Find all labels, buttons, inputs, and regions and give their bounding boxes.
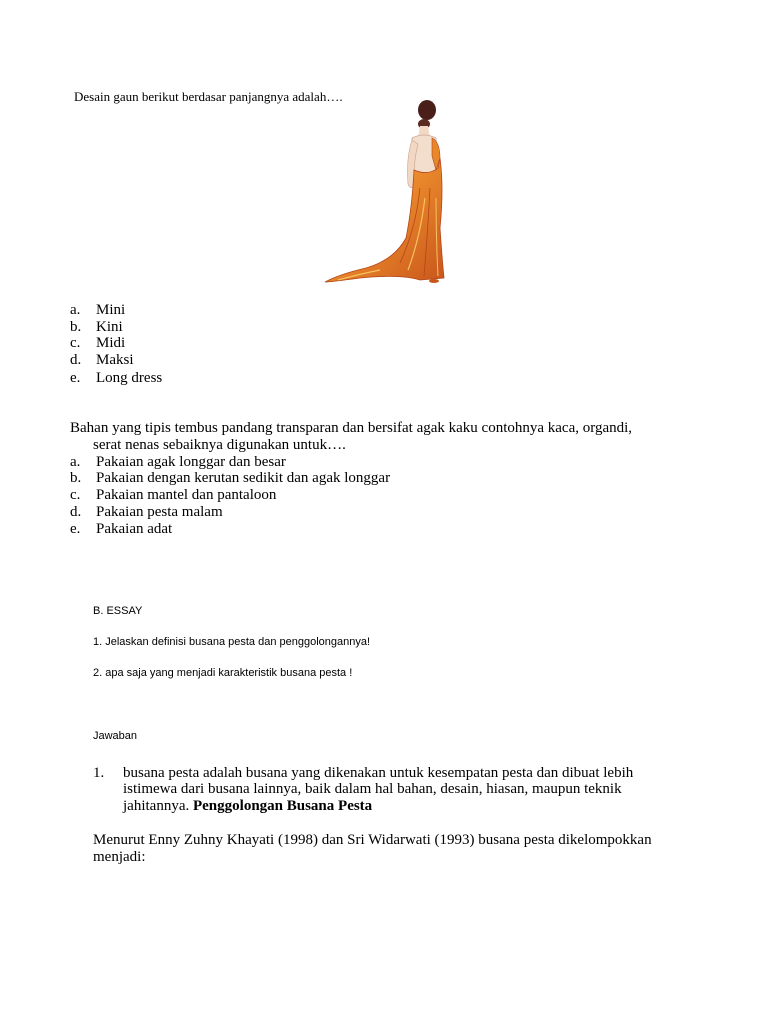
question-2-text-line2: serat nenas sebaiknya digunakan untuk….	[93, 437, 346, 453]
essay-heading: B. ESSAY	[93, 605, 143, 617]
essay-question-2: 2. apa saja yang menjadi karakteristik busana pesta !	[93, 667, 353, 679]
classification-heading: Penggolongan Busana Pesta	[192, 798, 373, 814]
question-1-text: Desain gaun berikut berdasar panjangnya adalah….	[74, 89, 343, 104]
answer-line-3-text: jahitannya.	[123, 798, 190, 814]
answer-line-3	[123, 798, 372, 815]
answer-line-2: istimewa dari busana lainnya, baik dalam hal bahan, desain, hiasan, maupun teknik	[123, 781, 622, 797]
answer-number: 1.	[93, 765, 105, 781]
essay-question-1: 1. Jelaskan definisi busana pesta dan penggolongannya!	[93, 636, 371, 648]
answer-heading: Jawaban	[93, 730, 138, 742]
question-2-text-line1: Bahan yang tipis tembus pandang transparan dan bersifat agak kaku contohnya kaca, organdi,	[70, 420, 633, 436]
answer-line-1: busana pesta adalah busana yang dikenakan untuk kesempatan pesta dan dibuat lebih	[123, 765, 634, 781]
answer-paragraph-line-1: Menurut Enny Zuhny Khayati (1998) dan Sri Widarwati (1993) busana pesta dikelompokkan	[93, 832, 652, 848]
answer-paragraph-line-2: menjadi:	[93, 849, 146, 865]
dress-illustration	[320, 98, 452, 288]
